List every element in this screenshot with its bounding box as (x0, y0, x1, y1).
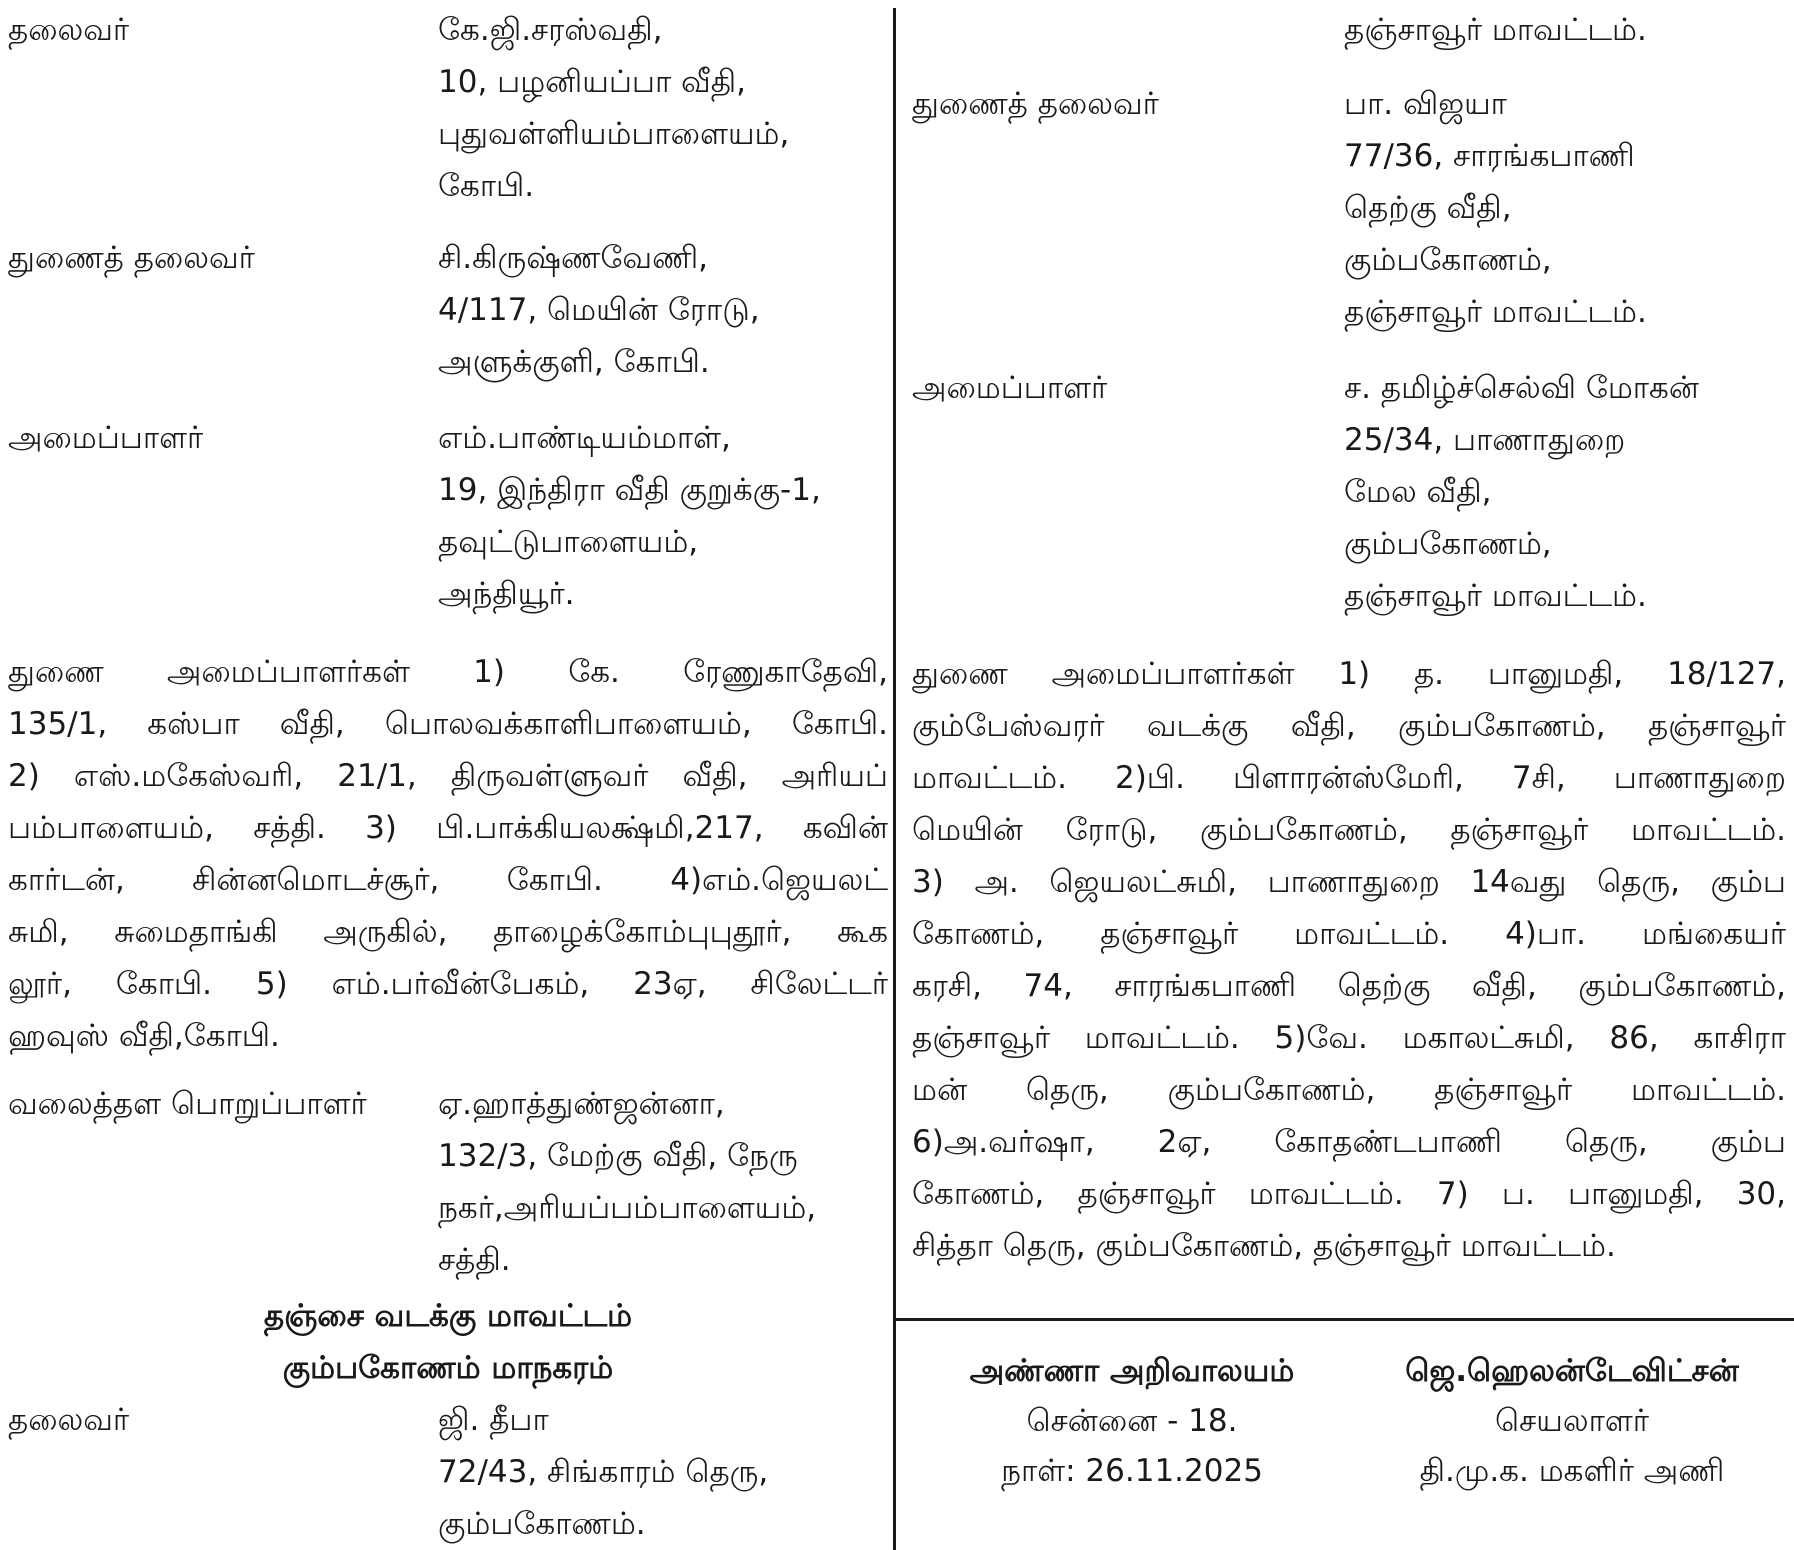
address (438, 1394, 768, 1550)
address-line: கோபி. (438, 168, 535, 204)
role-label: அமைப்பாளர் (8, 420, 204, 456)
signatory-name: ஜெ.ஹெலன்டேவிட்சன் (1405, 1353, 1739, 1389)
signatory-block (1352, 1346, 1792, 1496)
entry-president (8, 4, 888, 214)
paragraph-line: சுமி, சுமைதாங்கி அருகில், தாழைக்கோம்புபுதூர், கூக (8, 914, 888, 950)
paragraph-line: சித்தா தெரு, கும்பகோணம், தஞ்சாவூர் மாவட்டம். (912, 1228, 1616, 1264)
entry-organizer (8, 412, 888, 622)
paragraph-line: மன் தெரு, கும்பகோணம், தஞ்சாவூர் மாவட்டம். (912, 1072, 1786, 1108)
left-column (8, 0, 888, 1550)
address (438, 412, 821, 620)
address-line: தெற்கு வீதி, (1344, 190, 1512, 226)
paragraph-line: கோணம், தஞ்சாவூர் மாவட்டம். 7) ப. பானுமதி, 30, (912, 1176, 1786, 1212)
deputy-organizers-paragraph (8, 646, 888, 1062)
address (1344, 362, 1699, 622)
paragraph-line: பம்பாளையம், சத்தி. 3) பி.பாக்கியலக்ஷ்மி,217, கவின் (8, 810, 888, 846)
address-line: ஜி. தீபா (438, 1402, 549, 1438)
paragraph-line: 6)அ.வர்ஷா, 2ஏ, கோதண்டபாணி தெரு, கும்ப (912, 1124, 1786, 1160)
address-line: 72/43, சிங்காரம் தெரு, (438, 1454, 769, 1490)
address-line: மேல வீதி, (1344, 474, 1492, 510)
address-line: 19, இந்திரா வீதி குறுக்கு-1, (438, 472, 821, 508)
address-line: சத்தி. (438, 1242, 511, 1278)
issue-date: நாள்: 26.11.2025 (1001, 1453, 1263, 1489)
address-line: அளுக்குளி, கோபி. (438, 344, 710, 380)
paragraph-line: கோணம், தஞ்சாவூர் மாவட்டம். 4)பா. மங்கையர் (912, 916, 1786, 952)
paragraph-line: 3) அ. ஜெயலட்சுமி, பாணாதுறை 14வது தெரு, கும்ப (912, 864, 1786, 900)
issue-place-name: அண்ணா அறிவாலயம் (969, 1353, 1295, 1389)
address-line: தஞ்சாவூர் மாவட்டம். (1344, 294, 1647, 330)
section-heading-city: கும்பகோணம் மாநகரம் (282, 1350, 614, 1386)
address-line: 25/34, பாணாதுறை (1344, 422, 1626, 458)
paragraph-line: கும்பேஸ்வரர் வடக்கு வீதி, கும்பகோணம், தஞ்சாவூர் (912, 708, 1786, 744)
address-line: கே.ஜி.சரஸ்வதி, (438, 12, 663, 48)
signatory-title: செயலாளர் (1495, 1403, 1649, 1439)
role-label: தலைவர் (8, 1402, 130, 1438)
paragraph-line: கரசி, 74, சாரங்கபாணி தெற்கு வீதி, கும்பகோணம், (912, 968, 1786, 1004)
paragraph-line: மெயின் ரோடு, கும்பகோணம், தஞ்சாவூர் மாவட்டம். (912, 812, 1786, 848)
paragraph-line: ஹவுஸ் வீதி,கோபி. (8, 1018, 280, 1054)
entry-vice-president (8, 232, 888, 392)
address-line: கும்பகோணம். (438, 1506, 646, 1542)
address (1344, 78, 1647, 338)
address-line: கும்பகோணம், (1344, 526, 1552, 562)
entry-city-president (8, 1394, 888, 1550)
address-line: தஞ்சாவூர் மாவட்டம். (1344, 578, 1647, 614)
signatory-org: தி.மு.க. மகளிர் அணி (1419, 1453, 1725, 1489)
paragraph-line: கார்டன், சின்னமொடச்சூர், கோபி. 4)எம்.ஜெயலட் (8, 862, 888, 898)
address-line: தஞ்சாவூர் மாவட்டம். (1344, 12, 1647, 48)
paragraph-line: 135/1, கஸ்பா வீதி, பொலவக்காளிபாளையம், கோபி. (8, 706, 888, 742)
paragraph-line: துணை அமைப்பாளர்கள் 1) த. பானுமதி, 18/127, (912, 656, 1786, 692)
paragraph-line: தஞ்சாவூர் மாவட்டம். 5)வே. மகாலட்சுமி, 86, காசிரா (912, 1020, 1786, 1056)
address (438, 4, 789, 212)
address (438, 232, 760, 388)
entry-organizer (912, 362, 1786, 632)
role-label: துணைத் தலைவர் (8, 240, 255, 276)
address-line: சி.கிருஷ்ணவேணி, (438, 240, 709, 276)
entry-web-incharge (8, 1078, 888, 1288)
deputy-organizers-paragraph (912, 648, 1786, 1272)
address-line: நகர்,அரியப்பம்பாளையம், (438, 1190, 817, 1226)
role-label: தலைவர் (8, 12, 130, 48)
right-column (912, 0, 1786, 1550)
paragraph-line: துணை அமைப்பாளர்கள் 1) கே. ரேணுகாதேவி, (8, 654, 888, 690)
address-line: ஏ.ஹாத்துண்ஜன்னா, (438, 1086, 725, 1122)
address-line: கும்பகோணம், (1344, 242, 1552, 278)
address-line: தவுட்டுபாளையம், (438, 524, 699, 560)
paragraph-line: மாவட்டம். 2)பி. பிளாரன்ஸ்மேரி, 7சி, பாணாதுறை (912, 760, 1786, 796)
address (438, 1078, 816, 1286)
address-line: 4/117, மெயின் ரோடு, (438, 292, 760, 328)
address-line: 132/3, மேற்கு வீதி, நேரு (438, 1138, 798, 1174)
address-line: எம்.பாண்டியம்மாள், (438, 420, 731, 456)
role-label: அமைப்பாளர் (912, 370, 1108, 406)
address-line: 10, பழனியப்பா வீதி, (438, 64, 746, 100)
address-line: ச. தமிழ்ச்செல்வி மோகன் (1344, 370, 1699, 406)
address-line: 77/36, சாரங்கபாணி (1344, 138, 1635, 174)
paragraph-line: 2) எஸ்.மகேஸ்வரி, 21/1, திருவள்ளுவர் வீதி, அரியப் (8, 758, 888, 794)
section-heading-district: தஞ்சை வடக்கு மாவட்டம் (263, 1298, 633, 1334)
continued-address (1344, 4, 1647, 56)
issue-place-block (912, 1346, 1352, 1496)
entry-vice-president (912, 78, 1786, 348)
issue-city: சென்னை - 18. (1026, 1403, 1238, 1439)
address-line: அந்தியூர். (438, 576, 575, 612)
address-line: பா. விஜயா (1344, 86, 1507, 122)
role-label: துணைத் தலைவர் (912, 86, 1159, 122)
paragraph-line: லூர், கோபி. 5) எம்.பர்வீன்பேகம், 23ஏ, சிலேட்டர் (8, 966, 888, 1002)
role-label: வலைத்தள பொறுப்பாளர் (8, 1086, 367, 1122)
address-line: புதுவள்ளியம்பாளையம், (438, 116, 790, 152)
